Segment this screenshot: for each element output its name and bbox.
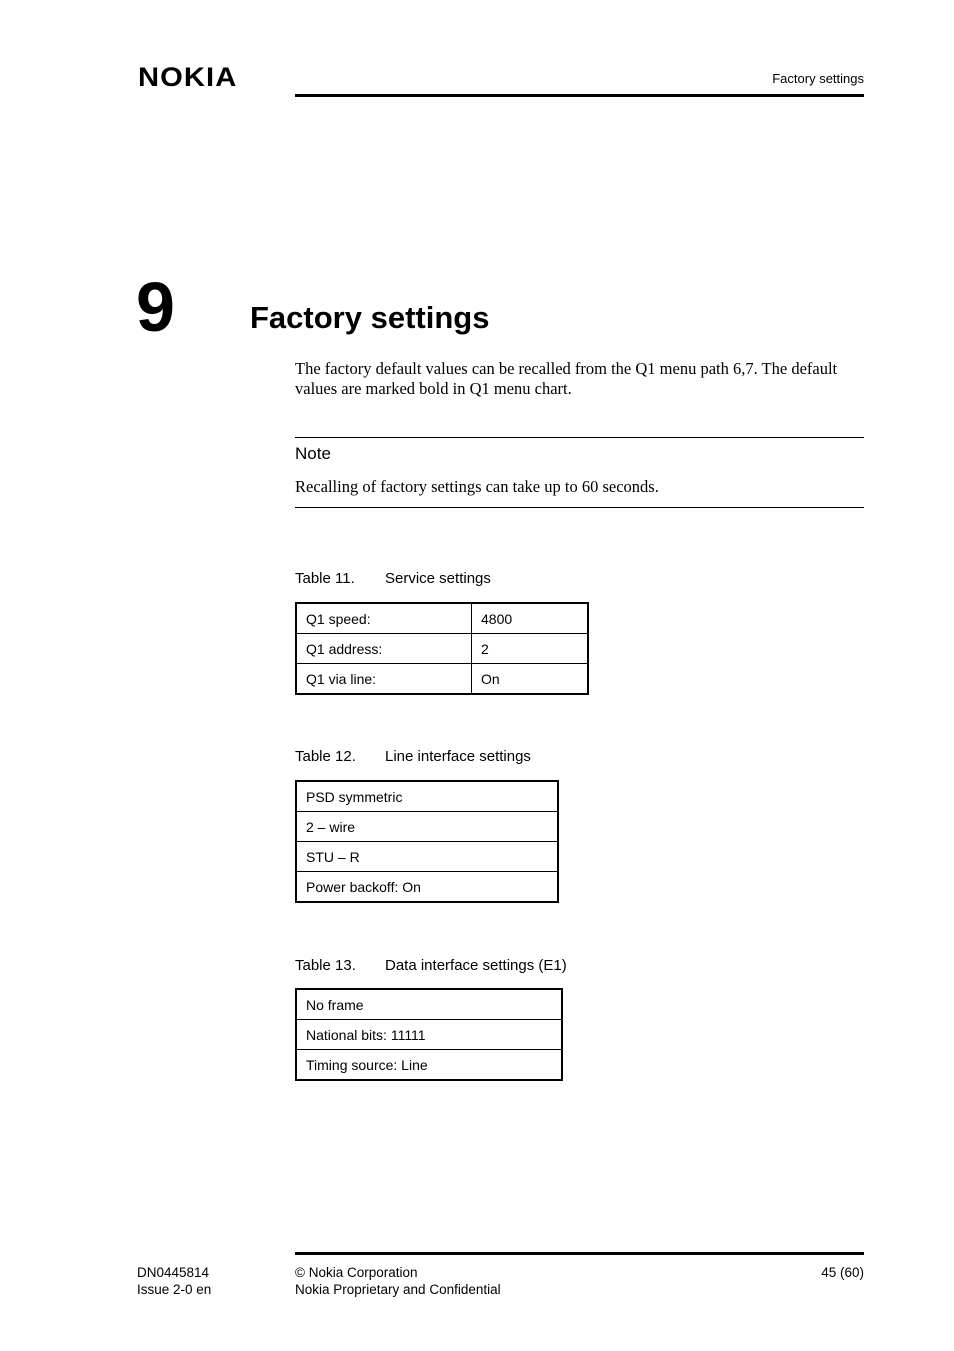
data-setting: No frame (296, 989, 562, 1020)
line-setting: 2 – wire (296, 812, 558, 842)
chapter-number: 9 (136, 268, 175, 346)
service-settings-table (295, 602, 589, 695)
line-setting: STU – R (296, 842, 558, 872)
data-interface-table (295, 988, 563, 1081)
service-setting-value: On (472, 664, 589, 695)
note-text: Recalling of factory settings can take up to 60 seconds. (295, 477, 659, 496)
service-setting-label: Q1 address: (296, 634, 472, 664)
line-setting: PSD symmetric (296, 781, 558, 812)
table-row (296, 781, 558, 812)
footer-confidentiality: Nokia Proprietary and Confidential (295, 1282, 501, 1297)
table-row (296, 812, 558, 842)
footer-page-number: 45 (60) (821, 1265, 864, 1280)
service-setting-label: Q1 speed: (296, 603, 472, 634)
table-row (296, 872, 558, 903)
table-11-title: Service settings (385, 570, 491, 587)
table-13-number: Table 13. (295, 957, 356, 974)
line-setting: Power backoff: On (296, 872, 558, 903)
nokia-logo: NOKIA (138, 62, 238, 92)
table-row (296, 664, 588, 695)
note-top-rule (295, 437, 864, 438)
table-12-caption (295, 748, 531, 766)
service-setting-label: Q1 via line: (296, 664, 472, 695)
footer-rule (295, 1252, 864, 1255)
table-row (296, 634, 588, 664)
service-setting-value: 2 (472, 634, 589, 664)
table-row (296, 1050, 562, 1081)
table-row (296, 1020, 562, 1050)
data-setting: National bits: 11111 (296, 1020, 562, 1050)
footer-copyright: © Nokia Corporation (295, 1265, 418, 1280)
table-row (296, 603, 588, 634)
note-label: Note (295, 444, 331, 463)
table-11-caption (295, 570, 491, 588)
data-setting: Timing source: Line (296, 1050, 562, 1081)
table-row (296, 842, 558, 872)
header-rule (295, 94, 864, 97)
table-12-title: Line interface settings (385, 748, 531, 765)
table-12-number: Table 12. (295, 748, 356, 765)
footer-doc-number: DN0445814 (137, 1265, 210, 1280)
note-bottom-rule (295, 507, 864, 508)
table-row (296, 989, 562, 1020)
service-setting-value: 4800 (472, 603, 589, 634)
running-header-title: Factory settings (772, 71, 864, 86)
table-13-title: Data interface settings (E1) (385, 957, 567, 974)
chapter-title: Factory settings (250, 300, 490, 335)
table-11-number: Table 11. (295, 570, 355, 587)
table-13-caption (295, 957, 567, 975)
footer-issue: Issue 2-0 en (137, 1282, 212, 1297)
intro-paragraph: The factory default values can be recalled from the Q1 menu path 6,7. The default values are marked bold in Q1 menu chart. (295, 359, 838, 398)
line-interface-table (295, 780, 559, 903)
